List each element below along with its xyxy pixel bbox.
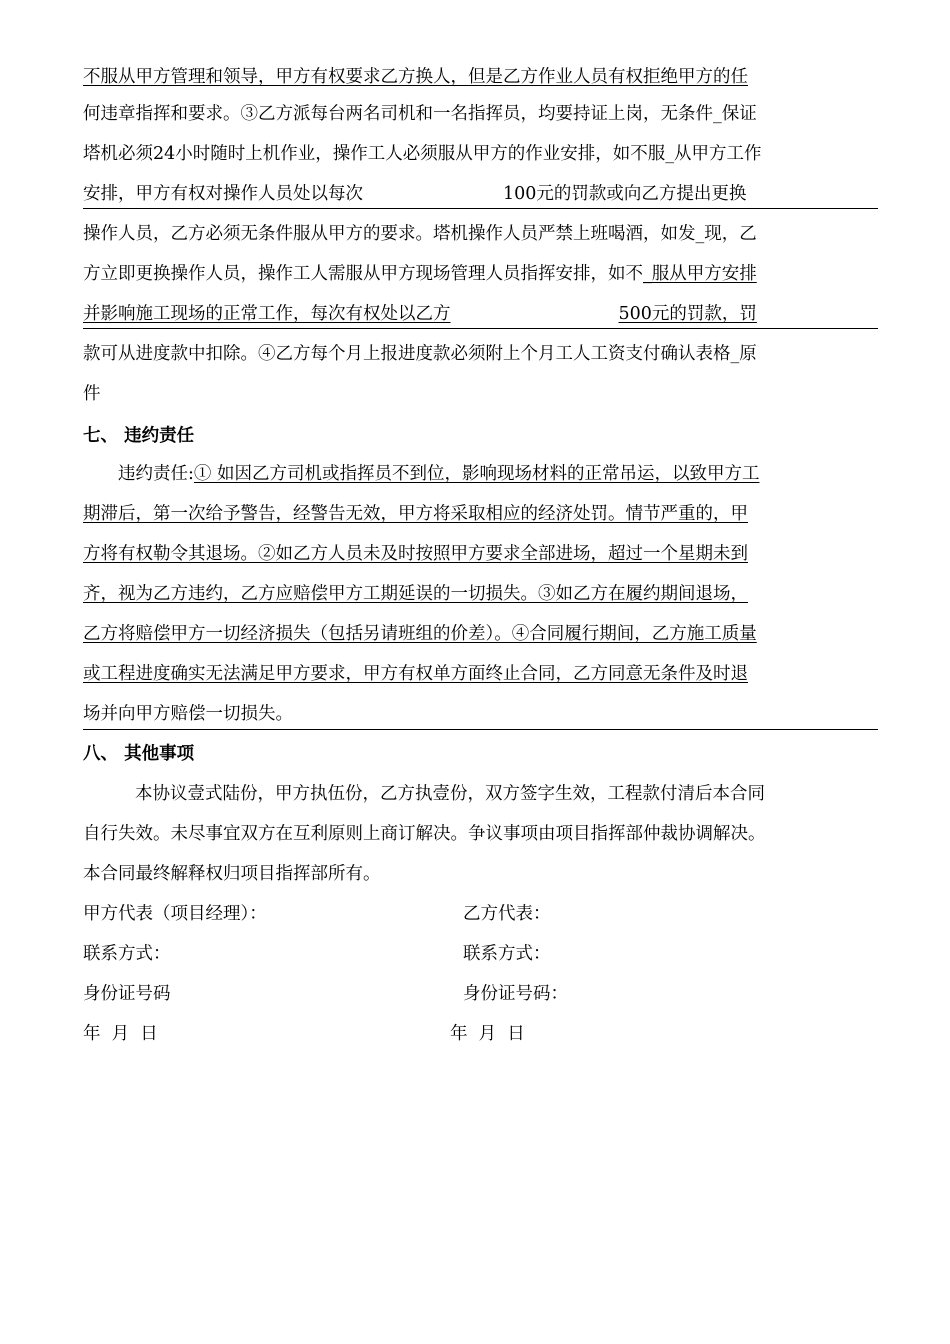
breach-line-5: 乙方将赔偿甲方一切经济损失（包括另请班组的价差）。④合同履行期间，乙方施工质量 [83,624,757,644]
clause-6-line-9: 件 [83,384,101,404]
party-a-rep-label: 甲方代表（项目经理）： [83,904,267,924]
breach-line-6: 或工程进度确实无法满足甲方要求，甲方有权单方面终止合同，乙方同意无条件及时退 [83,664,748,684]
breach-line-1-text: ① 如因乙方司机或指挥员不到位，影响现场材料的正常吊运，以致甲方工 [193,464,760,484]
party-a-contact-label: 联系方式： [83,944,171,964]
party-b-id-label: 身份证号码： [463,984,568,1004]
breach-line-3: 方将有权勒令其退场。②如乙方人员未及时按照甲方要求全部进场，超过一个星期未到 [83,544,748,564]
breach-line-1 [118,459,878,489]
section-7-heading: 七、 违约责任 [83,426,195,446]
clause-6-line-4 [83,179,873,209]
breach-line-7: 场并向甲方赔偿一切损失。 [83,704,293,724]
clause-6-line-6 [83,259,873,289]
clause-6-line-8: 款可从进度款中扣除。④乙方每个月上报进度款必须附上个月工人工资支付确认表格_原 [83,344,757,364]
breach-line-2: 期滞后，第一次给予警告，经警告无效，甲方将采取相应的经济处罚。情节严重的，甲 [83,504,748,524]
clause-6-line-2: 何违章指挥和要求。③乙方派每台两名司机和一名指挥员，均要持证上岗，无条件_保证 [83,104,757,124]
party-b-rep-label: 乙方代表： [463,904,551,924]
party-b-contact-label: 联系方式： [463,944,551,964]
breach-line-4: 齐，视为乙方违约，乙方应赔偿甲方工期延误的一切损失。③如乙方在履约期间退场， [83,584,748,604]
breach-label: 违约责任: [118,464,194,484]
party-b-date: 年 月 日 [450,1024,525,1044]
other-line-3: 本合同最终解释权归项目指挥部所有。 [83,864,381,884]
rule-line-3 [83,729,878,730]
clause-6-line-5: 操作人员，乙方必须无条件服从甲方的要求。塔机操作人员严禁上班喝酒，如发_现，乙 [83,224,757,244]
section-8-heading: 八、 其他事项 [83,744,195,764]
rule-line-2 [83,328,878,329]
clause-6-line-6-underlined: _服从甲方安排 [643,264,757,284]
clause-6-line-7-text: 并影响施工现场的正常工作，每次有权处以乙方 [83,304,451,324]
fine-500-text: 500元的罚款，罚 [618,304,757,324]
party-a-id-label: 身份证号码 [83,984,171,1004]
fine-100-text: 100元的罚款或向乙方提出更换 [503,184,747,204]
other-line-2: 自行失效。未尽事宜双方在互利原则上商订解决。争议事项由项目指挥部仲裁协调解决。 [83,824,766,844]
rule-line-1 [83,208,878,209]
clause-6-line-4-text: 安排，甲方有权对操作人员处以每次 [83,184,363,204]
party-a-date: 年 月 日 [83,1024,158,1044]
other-line-1: 本协议壹式陆份，甲方执伍份，乙方执壹份，双方签字生效，工程款付清后本合同 [135,784,765,804]
clause-6-line-6-text: 方立即更换操作人员，操作工人需服从甲方现场管理人员指挥安排，如不 [83,264,643,284]
clause-6-line-7 [83,299,873,329]
clause-6-line-3: 塔机必须24小时随时上机作业，操作工人必须服从甲方的作业安排，如不服_从甲方工作 [83,144,762,164]
clause-6-line-1: 不服从甲方管理和领导，甲方有权要求乙方换人，但是乙方作业人员有权拒绝甲方的任 [83,67,748,87]
